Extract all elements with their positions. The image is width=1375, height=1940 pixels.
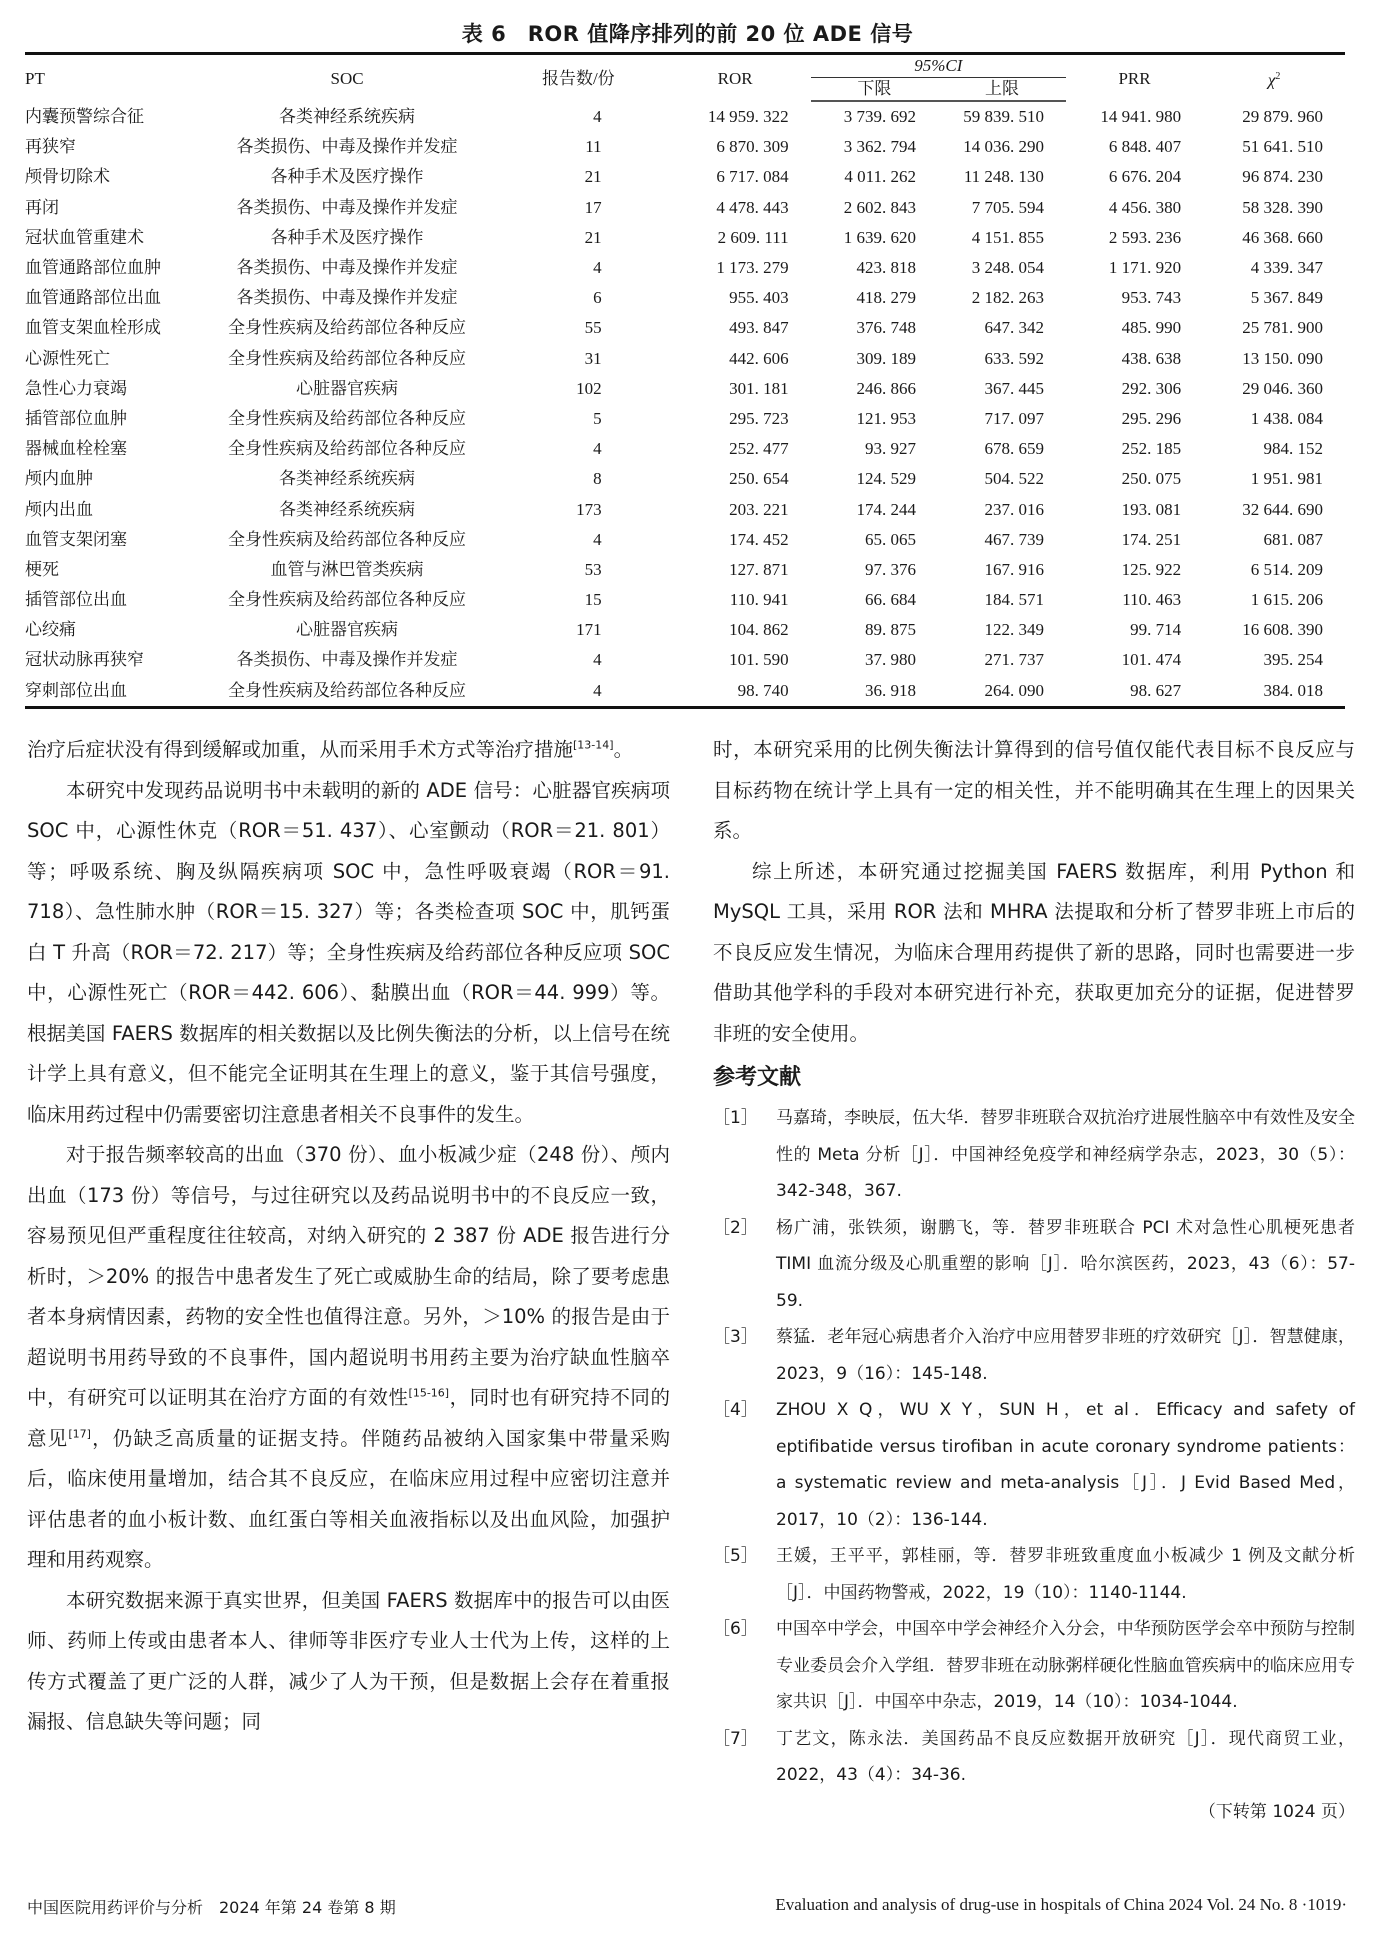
cell-ci-upper: 717. 097 — [984, 408, 1044, 428]
cell-prr: 953. 743 — [1121, 288, 1182, 308]
cell-prr: 6 676. 204 — [1108, 167, 1182, 187]
cell-pt: 梗死 — [25, 559, 59, 579]
table-row — [25, 645, 1345, 675]
reference-text: 马嘉琦，李映辰，伍大华．替罗非班联合双抗治疗进展性脑卒中有效性及安全性的 Meta 分析［J］．中国神经免疫学和神经病学杂志，2023，30（5）：342-348，367. — [776, 1108, 1355, 1201]
table-row — [25, 676, 1345, 708]
footer-journal-cn: 中国医院用药评价与分析 2024 年第 24 卷第 8 期 — [27, 1898, 396, 1917]
reference-text: ZHOU X Q，WU X Y，SUN H，et al．Efficacy and safety of eptifibatide versus tirofiban in acute coronary syndrome patients：a systematic review and meta-analysis［J］．J Evid Based Med，2017，10（2）：136-144. — [776, 1400, 1355, 1530]
paragraph-text: ，同时也有研究持不同的意见 — [27, 1386, 670, 1450]
cell-reports: 173 — [576, 499, 602, 519]
table-row — [25, 253, 1345, 283]
references-heading: 参考文献 — [713, 1065, 802, 1090]
cell-pt: 穿刺部位出血 — [25, 676, 197, 708]
cell-ror: 4 478. 443 — [716, 197, 789, 217]
cell-ror: 6 870. 309 — [716, 137, 789, 157]
cell-prr: 295. 296 — [1121, 408, 1182, 428]
cell-ci-lower: 418. 279 — [856, 288, 916, 308]
cell-ror: 203. 221 — [729, 499, 789, 519]
cell-ror: 295. 723 — [729, 408, 789, 428]
cell-soc: 各类神经系统疾病 — [279, 499, 416, 519]
cell-pt: 内囊预警综合征 — [25, 106, 144, 126]
cell-chi2: 5 367. 849 — [1250, 288, 1323, 308]
cell-ci-lower: 246. 866 — [856, 378, 916, 398]
cell-pt: 血管支架闭塞 — [25, 529, 127, 549]
reference-text: 中国卒中学会，中国卒中学会神经介入分会，中华预防医学会卒中预防与控制专业委员会介入学组．替罗非班在动脉粥样硬化性脑血管疾病中的临床应用专家共识［J］．中国卒中杂志，2019，14（10）：1034-1044. — [776, 1619, 1355, 1712]
cell-soc: 各类神经系统疾病 — [279, 469, 416, 489]
cell-soc: 心脏器官疾病 — [296, 378, 399, 398]
cell-ror: 252. 477 — [729, 439, 789, 459]
cell-prr: 6 848. 407 — [1108, 137, 1182, 157]
cell-reports: 6 — [593, 288, 602, 308]
header-ci-upper: 上限 — [938, 78, 1066, 102]
cell-ci-upper: 2 182. 263 — [971, 288, 1044, 308]
paragraph-text: 治疗后症状没有得到缓解或加重，从而采用手术方式等治疗措施 — [27, 738, 574, 761]
cell-soc: 各类损伤、中毒及操作并发症 — [236, 258, 458, 278]
cell-pt: 颅内血肿 — [25, 469, 93, 489]
cell-reports: 4 — [497, 676, 660, 708]
cell-ci-lower: 309. 189 — [856, 348, 916, 368]
header-ci-lower: 下限 — [811, 78, 938, 102]
table-row — [25, 525, 1345, 555]
cell-soc: 全身性疾病及给药部位各种反应 — [228, 529, 467, 549]
paragraph-text: ，仍缺乏高质量的证据支持。伴随药品被纳入国家集中带量采购后，临床使用量增加，结合其不良反应，在临床应用过程中应密切注意并评估患者的血小板计数、血红蛋白等相关血液指标以及出血风险，加强护理和用药观察。 — [27, 1426, 670, 1571]
reference-number: ［7］ — [713, 1728, 758, 1749]
paragraph: 时，本研究采用的比例失衡法计算得到的信号值仅能代表目标不良反应与目标药物在统计学上具有一定的相关性，并不能明确其在生理上的因果关系。 — [713, 738, 1355, 842]
cell-prr: 4 456. 380 — [1108, 197, 1182, 217]
cell-chi2: 1 951. 981 — [1250, 469, 1323, 489]
cell-soc: 全身性疾病及给药部位各种反应 — [228, 590, 467, 610]
cell-ci-upper: 3 248. 054 — [971, 258, 1044, 278]
cell-prr: 174. 251 — [1121, 529, 1182, 549]
cell-ci-upper: 271. 737 — [984, 650, 1044, 670]
cell-ci-upper: 14 036. 290 — [963, 137, 1044, 157]
paragraph: 综上所述，本研究通过挖掘美国 FAERS 数据库，利用 Python 和 MySQL 工具，采用 ROR 法和 MHRA 法提取和分析了替罗非班上市后的不良反应发生情况，为临床合理用药提供了新的思路，同时也需要进一步借助其他学科的手段对本研究进行补充，获取更加充分的证据，促进替罗非班的安全使用。 — [713, 859, 1355, 1045]
cell-chi2: 16 608. 390 — [1242, 620, 1323, 640]
citation: [15-16] — [408, 1386, 450, 1400]
cell-ci-upper: 167. 916 — [984, 559, 1044, 579]
cell-ci-lower: 4 011. 262 — [844, 167, 916, 187]
ade-signal-table — [25, 52, 1345, 709]
paragraph-end: 。 — [613, 738, 634, 761]
table-row — [25, 101, 1345, 132]
cell-soc: 各种手术及医疗操作 — [270, 167, 424, 187]
paragraph: 本研究数据来源于真实世界，但美国 FAERS 数据库中的报告可以由医师、药师上传或由患者本人、律师等非医疗专业人士代为上传，这样的上传方式覆盖了更广泛的人群，减少了人为干预，但是数据上会存在着重报漏报、信息缺失等问题；同 — [27, 1588, 670, 1733]
reference-number: ［4］ — [713, 1400, 758, 1420]
header-chi2 — [1203, 54, 1345, 102]
header-soc: SOC — [197, 54, 497, 102]
cell-ci-lower: 124. 529 — [856, 469, 916, 489]
cell-reports: 4 — [593, 106, 602, 126]
cell-ror: 250. 654 — [729, 469, 789, 489]
cell-soc: 各类损伤、中毒及操作并发症 — [236, 137, 458, 157]
cell-ci-lower: 89. 875 — [864, 620, 916, 640]
table-title: 表 6 ROR 值降序排列的前 20 位 ADE 信号 — [461, 22, 914, 46]
reference-item — [713, 1611, 1355, 1721]
cell-ci-upper: 11 248. 130 — [963, 167, 1044, 187]
reference-number: ［5］ — [713, 1546, 758, 1566]
reference-number: ［2］ — [713, 1217, 758, 1238]
cell-ci-upper: 4 151. 855 — [971, 227, 1044, 247]
cell-prr: 99. 714 — [1130, 620, 1182, 640]
cell-soc: 各种手术及医疗操作 — [270, 227, 424, 247]
cell-pt: 血管通路部位出血 — [25, 288, 161, 308]
cell-reports: 102 — [576, 378, 602, 398]
cell-chi2: 6 514. 209 — [1250, 559, 1323, 579]
table-row — [25, 464, 1345, 494]
cell-chi2: 29 046. 360 — [1242, 378, 1323, 398]
cell-soc: 各类损伤、中毒及操作并发症 — [236, 197, 458, 217]
cell-reports: 55 — [584, 318, 602, 338]
cell-prr: 98. 627 — [1066, 676, 1203, 708]
cell-prr: 485. 990 — [1121, 318, 1182, 338]
cell-ror: 955. 403 — [729, 288, 789, 308]
cell-chi2: 4 339. 347 — [1250, 258, 1323, 278]
cell-ror: 6 717. 084 — [716, 167, 789, 187]
cell-ci-upper: 633. 592 — [984, 348, 1044, 368]
cell-prr: 292. 306 — [1121, 378, 1182, 398]
cell-ror: 127. 871 — [729, 559, 789, 579]
cell-ci-lower: 66. 684 — [864, 590, 916, 610]
table-row — [25, 162, 1345, 192]
table-row — [25, 585, 1345, 615]
cell-ci-upper: 504. 522 — [984, 469, 1044, 489]
table-row — [25, 313, 1345, 343]
header-prr: PRR — [1066, 54, 1203, 102]
cell-reports: 171 — [576, 620, 602, 640]
cell-reports: 5 — [593, 408, 602, 428]
cell-ci-lower: 423. 818 — [856, 258, 916, 278]
left-text-column — [27, 730, 670, 1743]
cell-ror: 98. 740 — [660, 676, 811, 708]
cell-soc: 全身性疾病及给药部位各种反应 — [197, 676, 497, 708]
reference-text: 杨广浦，张铁须，谢鹏飞，等．替罗非班联合 PCI 术对急性心肌梗死患者 TIMI 血流分级及心肌重塑的影响［J］．哈尔滨医药，2023，43（6）：57-59. — [776, 1217, 1355, 1311]
cell-ror: 101. 590 — [729, 650, 789, 670]
cell-soc: 全身性疾病及给药部位各种反应 — [228, 408, 467, 428]
cell-ci-upper: 467. 739 — [984, 529, 1044, 549]
cell-chi2: 96 874. 230 — [1242, 167, 1323, 187]
reference-text: 王媛，王平平，郭桂丽，等．替罗非班致重度血小板减少 1 例及文献分析［J］．中国药物警戒，2022，19（10）：1140-1144. — [776, 1546, 1355, 1603]
cell-prr: 252. 185 — [1121, 439, 1182, 459]
header-pt: PT — [25, 54, 197, 102]
cell-reports: 21 — [584, 167, 602, 187]
cell-pt: 冠状动脉再狭窄 — [25, 650, 144, 670]
cell-soc: 心脏器官疾病 — [296, 620, 399, 640]
reference-text: 蔡猛．老年冠心病患者介入治疗中应用替罗非班的疗效研究［J］．智慧健康，2023，9（16）：145-148. — [776, 1327, 1355, 1384]
cell-ci-upper: 367. 445 — [984, 378, 1044, 398]
footer-journal-en: Evaluation and analysis of drug-use in hospitals of China 2024 Vol. 24 No. 8 ·1019· — [775, 1895, 1347, 1914]
cell-ci-upper: 184. 571 — [984, 590, 1044, 610]
table-body — [25, 101, 1345, 707]
cell-pt: 心源性死亡 — [25, 348, 110, 368]
cell-prr: 1 171. 920 — [1108, 258, 1182, 278]
citation: [13-14] — [573, 738, 614, 752]
chi-superscript: 2 — [1275, 70, 1281, 82]
cell-soc: 各类神经系统疾病 — [279, 106, 416, 126]
cell-prr: 438. 638 — [1121, 348, 1182, 368]
cell-ci-lower: 1 639. 620 — [843, 227, 916, 247]
cell-pt: 心绞痛 — [25, 620, 76, 640]
cell-ror: 301. 181 — [729, 378, 789, 398]
cell-ci-lower: 174. 244 — [856, 499, 916, 519]
cell-pt: 再闭 — [25, 197, 59, 217]
citation: [17] — [68, 1427, 91, 1440]
paragraph-text: 对于报告频率较高的出血（370 份）、血小板减少症（248 份）、颅内出血（173 份）等信号，与过往研究以及药品说明书中的不良反应一致，容易预见但严重程度往往较高，对纳入研究的 2 387 份 ADE 报告进行分析时，＞20% 的报告中患者发生了死亡或威胁生命的结局，除了要考虑患者本身病情因素，药物的安全性也值得注意。另外，＞10% 的报告是由于超说明书用药导致的不良事件，国内超说明书用药主要为治疗缺血性脑卒中，有研究可以证明其在治疗方面的有效性 — [27, 1143, 670, 1409]
cell-pt: 再狭窄 — [25, 137, 76, 157]
table-row — [25, 132, 1345, 162]
cell-pt: 急性心力衰竭 — [25, 378, 127, 398]
reference-item — [713, 1210, 1355, 1320]
cell-ror: 110. 941 — [729, 590, 789, 610]
header-reports: 报告数/份 — [497, 54, 660, 102]
cell-reports: 4 — [593, 258, 602, 278]
reference-number: ［1］ — [713, 1108, 758, 1128]
cell-reports: 4 — [593, 650, 602, 670]
cell-soc: 各类损伤、中毒及操作并发症 — [236, 288, 458, 308]
cell-ci-lower: 97. 376 — [864, 559, 916, 579]
cell-soc: 血管与淋巴管类疾病 — [270, 559, 424, 579]
table-row — [25, 344, 1345, 374]
table-row — [25, 615, 1345, 645]
reference-number: ［3］ — [713, 1327, 758, 1347]
paragraph: 本研究中发现药品说明书中未载明的新的 ADE 信号：心脏器官疾病项 SOC 中，心源性休克（ROR＝51. 437）、心室颤动（ROR＝21. 801）等；呼吸系统、胸及纵隔疾病项 SOC 中，急性呼吸衰竭（ROR＝91. 718）、急性肺水肿（ROR＝15. 327）等；各类检查项 SOC 中，肌钙蛋白 T 升高（ROR＝72. 217）等；全身性疾病及给药部位各种反应项 SOC 中，心源性死亡（ROR＝442. 606）、黏膜出血（ROR＝44. 999）等。根据美国 FAERS 数据库的相关数据以及比例失衡法的分析，以上信号在统计学上具有意义，但不能完全证明其在生理上的意义，鉴于其信号强度，临床用药过程中仍需要密切注意患者相关不良事件的发生。 — [27, 778, 670, 1126]
cell-reports: 15 — [584, 590, 602, 610]
cell-soc: 全身性疾病及给药部位各种反应 — [228, 318, 467, 338]
cell-reports: 53 — [584, 559, 602, 579]
cell-ror: 104. 862 — [729, 620, 789, 640]
cell-prr: 101. 474 — [1121, 650, 1182, 670]
table-row — [25, 223, 1345, 253]
cell-prr: 110. 463 — [1122, 590, 1182, 610]
cell-ror: 174. 452 — [729, 529, 789, 549]
cell-pt: 颅内出血 — [25, 499, 93, 519]
cell-ci-upper: 7 705. 594 — [971, 197, 1044, 217]
cell-ci-upper: 678. 659 — [984, 439, 1044, 459]
cell-soc: 全身性疾病及给药部位各种反应 — [228, 439, 467, 459]
cell-ci-upper: 647. 342 — [984, 318, 1044, 338]
table-row — [25, 193, 1345, 223]
cell-reports: 8 — [593, 469, 602, 489]
cell-chi2: 58 328. 390 — [1242, 197, 1323, 217]
cell-chi2: 395. 254 — [1263, 650, 1323, 670]
table-row — [25, 434, 1345, 464]
cell-chi2: 984. 152 — [1263, 439, 1323, 459]
chi-symbol: χ — [1267, 70, 1276, 90]
cell-soc: 全身性疾病及给药部位各种反应 — [228, 348, 467, 368]
cell-chi2: 29 879. 960 — [1242, 106, 1323, 126]
cell-pt: 血管通路部位血肿 — [25, 258, 161, 278]
table-row — [25, 404, 1345, 434]
cell-chi2: 1 438. 084 — [1250, 408, 1323, 428]
page-footer — [27, 1895, 1347, 1918]
cell-ci-lower: 36. 918 — [811, 676, 938, 708]
cell-prr: 250. 075 — [1121, 469, 1182, 489]
reference-item — [713, 1721, 1355, 1794]
cell-ci-lower: 2 602. 843 — [843, 197, 916, 217]
cell-prr: 14 941. 980 — [1100, 106, 1182, 126]
reference-list — [713, 1100, 1355, 1794]
table-row — [25, 374, 1345, 404]
right-text-column — [713, 730, 1355, 1830]
cell-ror: 14 959. 322 — [707, 106, 789, 126]
cell-ci-lower: 37. 980 — [864, 650, 916, 670]
cell-reports: 4 — [593, 439, 602, 459]
cell-ci-upper: 264. 090 — [938, 676, 1066, 708]
cell-pt: 插管部位血肿 — [25, 408, 127, 428]
cell-prr: 193. 081 — [1121, 499, 1182, 519]
reference-item — [713, 1392, 1355, 1538]
reference-text: 丁艺文，陈永法．美国药品不良反应数据开放研究［J］．现代商贸工业，2022，43（4）：34-36. — [776, 1728, 1355, 1785]
cell-chi2: 681. 087 — [1263, 529, 1323, 549]
cell-ci-lower: 93. 927 — [864, 439, 916, 459]
cell-reports: 31 — [584, 348, 602, 368]
cell-soc: 各类损伤、中毒及操作并发症 — [236, 650, 458, 670]
reference-item — [713, 1538, 1355, 1611]
header-ror: ROR — [660, 54, 811, 102]
cell-reports: 4 — [593, 529, 602, 549]
paragraph — [27, 1135, 670, 1581]
cell-ci-lower: 3 739. 692 — [843, 107, 916, 127]
cell-pt: 插管部位出血 — [25, 590, 127, 610]
cell-chi2: 25 781. 900 — [1242, 318, 1323, 338]
cell-chi2: 384. 018 — [1203, 676, 1345, 708]
cell-ci-upper: 122. 349 — [984, 620, 1044, 640]
table-row — [25, 555, 1345, 585]
reference-item — [713, 1100, 1355, 1210]
cell-ci-upper: 237. 016 — [984, 499, 1044, 519]
reference-item — [713, 1319, 1355, 1392]
cell-ror: 2 609. 111 — [717, 227, 789, 247]
table-row — [25, 283, 1345, 313]
cell-reports: 17 — [584, 197, 602, 217]
cell-pt: 血管支架血栓形成 — [25, 318, 161, 338]
cell-ci-lower: 121. 953 — [856, 408, 916, 428]
cell-ci-lower: 376. 748 — [856, 318, 916, 338]
cell-ror: 442. 606 — [729, 348, 789, 368]
cell-ror: 493. 847 — [729, 318, 789, 338]
cell-prr: 2 593. 236 — [1108, 227, 1182, 247]
cell-reports: 11 — [585, 137, 602, 157]
paragraph — [27, 730, 670, 771]
cell-pt: 器械血栓栓塞 — [25, 439, 127, 459]
cell-ror: 1 173. 279 — [716, 258, 789, 278]
cell-pt: 冠状血管重建术 — [25, 227, 144, 247]
cell-chi2: 1 615. 206 — [1250, 590, 1323, 610]
reference-number: ［6］ — [713, 1619, 758, 1639]
table-row — [25, 494, 1345, 524]
cell-chi2: 46 368. 660 — [1242, 227, 1323, 247]
cell-chi2: 13 150. 090 — [1242, 348, 1323, 368]
cell-chi2: 32 644. 690 — [1242, 499, 1323, 519]
continued-note: （下转第 1024 页） — [1198, 1801, 1355, 1822]
cell-chi2: 51 641. 510 — [1242, 137, 1323, 157]
cell-prr: 125. 922 — [1121, 559, 1182, 579]
cell-reports: 21 — [584, 227, 602, 247]
cell-ci-lower: 3 362. 794 — [843, 137, 916, 157]
cell-ci-lower: 65. 065 — [864, 529, 916, 549]
header-ci: 95%CI — [811, 54, 1066, 78]
cell-ci-upper: 59 839. 510 — [963, 107, 1044, 127]
cell-pt: 颅骨切除术 — [25, 167, 110, 187]
